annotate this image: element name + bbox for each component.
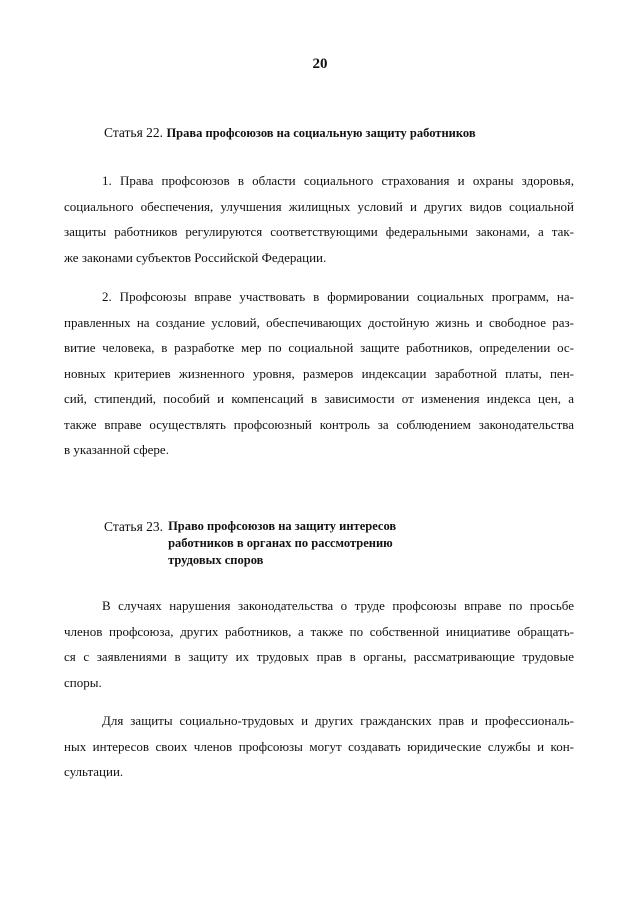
article-22-paragraph-1 xyxy=(64,168,574,270)
paragraph-line: В случаях нарушения законодательства о труде профсоюзы вправе по просьбе xyxy=(102,598,574,613)
paragraph-line: же законами субъектов Российской Федерации. xyxy=(64,249,327,265)
article-23-title xyxy=(168,518,396,569)
paragraph-line: также вправе осуществлять профсоюзный контроль за соблюдением законодательства xyxy=(64,416,574,432)
article-23-title-line: трудовых споров xyxy=(168,553,264,567)
paragraph-line: Для защиты социально-трудовых и других гражданских прав и профессиональ- xyxy=(102,713,574,728)
paragraph-line: правленных на создание условий, обеспечивающих достойную жизнь и свободное раз- xyxy=(64,314,574,330)
paragraph-line: витие человека, в разработке мер по социальной защите работников, определении ос- xyxy=(64,340,574,355)
paragraph-line: в указанной сфере. xyxy=(64,442,169,457)
paragraph-line: 1. Права профсоюзов в области социального страхования и охраны здоровья, xyxy=(102,173,574,188)
article-22-label: Статья 22. xyxy=(104,125,164,140)
page-number: 20 xyxy=(312,56,328,72)
article-23-paragraph-1 xyxy=(64,593,574,695)
paragraph-line: сий, стипендий, пособий и компенсаций в зависимости от изменения индекса цен, а xyxy=(64,391,574,406)
paragraph-line: сультации. xyxy=(64,764,124,779)
paragraph-line: 2. Профсоюзы вправе участвовать в формировании социальных программ, на- xyxy=(102,289,574,304)
article-22-heading xyxy=(104,124,574,142)
paragraph-line: споры. xyxy=(64,674,102,690)
article-22-title: Права профсоюзов на социальную защиту работников xyxy=(166,126,476,140)
paragraph-line: новных критериев жизненного уровня, размеров индексации заработной платы, пен- xyxy=(64,365,574,381)
paragraph-line: защиты работников регулируются соответствующими федеральными законами, а так- xyxy=(64,224,574,239)
article-22-paragraph-2 xyxy=(64,284,574,463)
article-23-paragraph-2 xyxy=(64,708,574,785)
article-23-title-line: работников в органах по рассмотрению xyxy=(168,536,393,550)
article-23-title-line: Право профсоюзов на защиту интересов xyxy=(168,519,397,533)
article-23-heading xyxy=(104,518,574,569)
paragraph-line: социального обеспечения, улучшения жилищных условий и других видов социальной xyxy=(64,198,574,214)
paragraph-line: ных интересов своих членов профсоюзы могут создавать юридические службы и кон- xyxy=(64,738,574,754)
article-23-label: Статья 23. xyxy=(104,519,164,534)
paragraph-line: членов профсоюза, других работников, а также по собственной инициативе обращать- xyxy=(64,623,574,639)
paragraph-line: ся с заявлениями в защиту их трудовых прав в органы, рассматривающие трудовые xyxy=(64,649,574,664)
